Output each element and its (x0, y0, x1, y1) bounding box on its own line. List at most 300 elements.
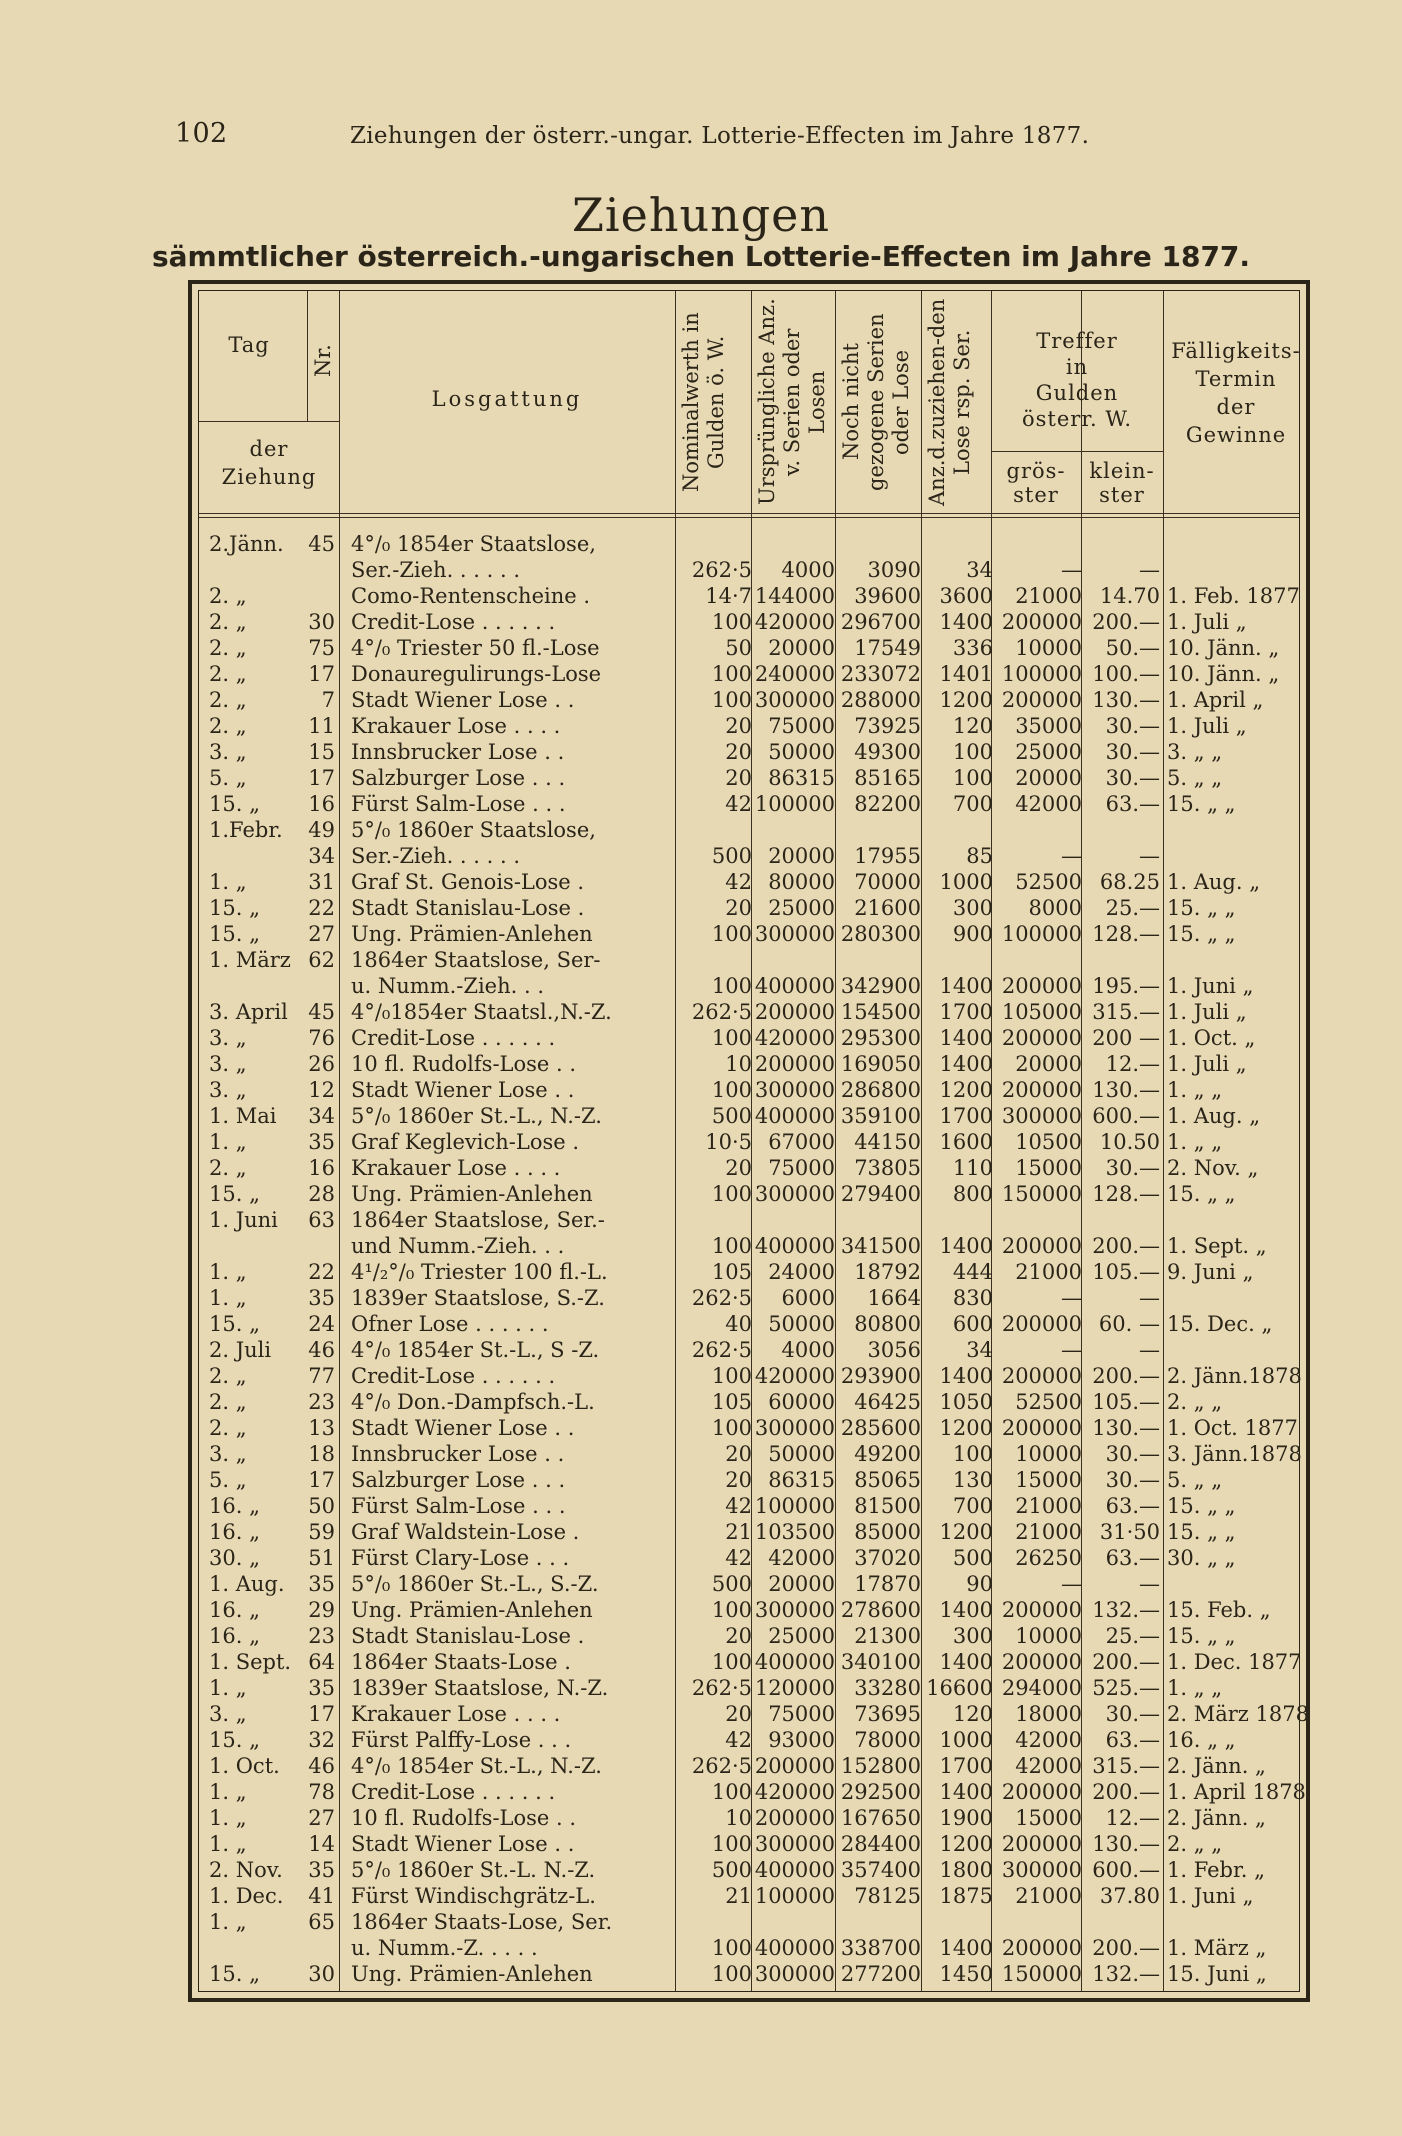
cell-nom: 262·5 (691, 1286, 752, 1310)
cell-kl: 63.— (1105, 1546, 1160, 1570)
cell-anz: 1400 (939, 610, 993, 634)
cell-nom: 42 (725, 870, 752, 894)
table-row (199, 687, 1299, 713)
table-row (199, 1415, 1299, 1441)
cell-nom: 40 (725, 1312, 752, 1336)
cell-noch: 288000 (840, 688, 921, 712)
cell-tag: 2. „ (209, 688, 247, 712)
cell-urs: 300000 (754, 1598, 835, 1622)
cell-tag: 2. „ (209, 584, 247, 608)
cell-fa: 1. Sept. „ (1167, 1234, 1267, 1258)
cell-kl: 10.50 (1099, 1130, 1160, 1154)
cell-gr: 100000 (1001, 922, 1082, 946)
table-row (199, 1883, 1299, 1909)
cell-urs: 400000 (754, 1234, 835, 1258)
table-row (199, 1779, 1306, 1805)
cell-los: Graf Waldstein-Lose . (351, 1520, 580, 1544)
cell-nr: 30 (308, 610, 335, 634)
cell-anz: 1400 (939, 1598, 993, 1622)
cell-kl: 50.— (1105, 636, 1160, 660)
table-row (199, 1311, 1299, 1337)
header-groesster-1: grös- (1006, 459, 1066, 483)
cell-noch: 3056 (867, 1338, 921, 1362)
cell-noch: 293900 (840, 1364, 921, 1388)
cell-fa: 15. „ „ (1167, 792, 1236, 816)
cell-anz: 1400 (939, 1052, 993, 1076)
cell-los: Stadt Stanislau-Lose . (351, 896, 585, 920)
cell-noch: 49300 (854, 740, 921, 764)
cell-urs: 200000 (754, 1000, 835, 1024)
table-row (199, 531, 1299, 557)
table-row (199, 1129, 1299, 1155)
cell-nom: 20 (725, 1702, 752, 1726)
cell-gr: 15000 (1015, 1468, 1082, 1492)
cell-noch: 85000 (854, 1520, 921, 1544)
cell-tag: 3. „ (209, 1442, 247, 1466)
table-row (199, 1077, 1299, 1103)
table-row (199, 1597, 1299, 1623)
table-row (199, 1181, 1299, 1207)
cell-kl: 30.— (1105, 766, 1160, 790)
cell-tag: 2. Nov. (209, 1858, 283, 1882)
cell-noch: 286800 (840, 1078, 921, 1102)
table-row (199, 1025, 1299, 1051)
cell-kl: — (1139, 558, 1160, 582)
cell-tag: 16. „ (209, 1598, 260, 1622)
page-title: Ziehungen (571, 188, 831, 242)
cell-gr: 21000 (1015, 1494, 1082, 1518)
cell-los: 1864er Staats-Lose . (351, 1650, 571, 1674)
cell-noch: 340100 (840, 1650, 921, 1674)
cell-kl: 600.— (1092, 1858, 1160, 1882)
cell-los: Salzburger Lose . . . (351, 766, 566, 790)
cell-gr: 10500 (1015, 1130, 1082, 1154)
cell-kl: 525.— (1092, 1676, 1160, 1700)
table-row (199, 921, 1299, 947)
cell-urs: 120000 (754, 1676, 835, 1700)
cell-los: Stadt Wiener Lose . . (351, 688, 575, 712)
cell-anz: 110 (952, 1156, 993, 1180)
cell-anz: 120 (952, 1702, 993, 1726)
cell-los: 5°/₀ 1860er St.-L. N.-Z. (351, 1858, 596, 1882)
cell-nom: 100 (711, 974, 752, 998)
cell-noch: 73695 (854, 1702, 921, 1726)
cell-fa: 2. März 1878 (1167, 1702, 1309, 1726)
cell-kl: 132.— (1092, 1962, 1160, 1986)
cell-gr: — (1061, 1338, 1082, 1362)
cell-nr: 17 (308, 662, 335, 686)
cell-noch: 82200 (854, 792, 921, 816)
cell-tag: 15. „ (209, 896, 260, 920)
cell-los: 5°/₀ 1860er Staatslose, (351, 818, 596, 842)
cell-gr: 200000 (1001, 1026, 1082, 1050)
cell-los: Donauregulirungs-Lose (351, 662, 602, 686)
cell-urs: 4000 (781, 558, 835, 582)
cell-anz: 1400 (939, 1234, 993, 1258)
cell-gr: 200000 (1001, 1650, 1082, 1674)
cell-nom: 100 (711, 1832, 752, 1856)
cell-anz: 1875 (939, 1884, 993, 1908)
cell-nom: 500 (711, 1104, 752, 1128)
cell-nom: 105 (711, 1260, 752, 1284)
cell-nom: 21 (725, 1520, 752, 1544)
cell-noch: 295300 (840, 1026, 921, 1050)
table-row (199, 869, 1299, 895)
cell-nom: 100 (711, 922, 752, 946)
header-treffer-4: österr. W. (1022, 407, 1132, 431)
cell-los: 4°/₀1854er Staatsl.,N.-Z. (351, 1000, 612, 1024)
cell-los: Stadt Wiener Lose . . (351, 1832, 575, 1856)
table-row (199, 817, 1299, 843)
cell-anz: 1400 (939, 1650, 993, 1674)
cell-los: Credit-Lose . . . . . . (351, 1364, 556, 1388)
cell-nom: 100 (711, 1780, 752, 1804)
cell-nom: 100 (711, 1364, 752, 1388)
cell-fa: 1. Juni „ (1167, 974, 1254, 998)
cell-tag: 1. „ (209, 1806, 247, 1830)
cell-gr: 42000 (1015, 1754, 1082, 1778)
cell-los: Innsbrucker Lose . . (351, 740, 565, 764)
cell-nom: 262·5 (691, 1000, 752, 1024)
cell-kl: — (1139, 1572, 1160, 1596)
cell-nr: 78 (308, 1780, 335, 1804)
table-row (199, 1051, 1299, 1077)
cell-gr: 200000 (1001, 1234, 1082, 1258)
cell-kl: 105.— (1092, 1390, 1160, 1414)
header-der-1: der (249, 437, 289, 461)
header-noch: Noch nicht gezogene Serien oder Lose (839, 313, 913, 491)
cell-kl: 128.— (1092, 1182, 1160, 1206)
cell-nr: 7 (321, 688, 335, 712)
cell-gr: 26250 (1015, 1546, 1082, 1570)
header-nr: Nr. (311, 344, 335, 378)
table-row (199, 1701, 1309, 1727)
cell-tag: 1.Febr. (209, 818, 283, 842)
table-row (199, 1467, 1299, 1493)
cell-noch: 21600 (854, 896, 921, 920)
cell-anz: 336 (952, 636, 993, 660)
cell-kl: 30.— (1105, 1442, 1160, 1466)
cell-tag: 2. „ (209, 1390, 247, 1414)
cell-nom: 42 (725, 792, 752, 816)
cell-nr: 62 (308, 948, 335, 972)
cell-urs: 20000 (768, 1572, 835, 1596)
cell-tag: 3. „ (209, 1052, 247, 1076)
cell-nr: 34 (308, 844, 335, 868)
cell-nr: 12 (308, 1078, 335, 1102)
cell-fa: 9. Juni „ (1167, 1260, 1254, 1284)
cell-nom: 10 (725, 1806, 752, 1830)
cell-fa: 10. Jänn. „ (1167, 662, 1280, 686)
cell-anz: 444 (952, 1260, 993, 1284)
cell-gr: 10000 (1015, 1442, 1082, 1466)
cell-gr: 200000 (1001, 974, 1082, 998)
cell-urs: 300000 (754, 922, 835, 946)
cell-noch: 78000 (854, 1728, 921, 1752)
cell-gr: 52500 (1015, 1390, 1082, 1414)
cell-fa: 1. März „ (1167, 1936, 1267, 1960)
cell-fa: 15. Juni „ (1167, 1962, 1267, 1986)
cell-nom: 14·7 (705, 584, 752, 608)
cell-fa: 2. Jänn. „ (1167, 1806, 1266, 1830)
cell-gr: 18000 (1015, 1702, 1082, 1726)
cell-nom: 42 (725, 1728, 752, 1752)
cell-nr: 15 (308, 740, 335, 764)
cell-anz: 1700 (939, 1754, 993, 1778)
cell-nom: 42 (725, 1494, 752, 1518)
cell-gr: 15000 (1015, 1806, 1082, 1830)
table-row (199, 1935, 1299, 1961)
cell-nr: 17 (308, 766, 335, 790)
cell-nom: 100 (711, 1026, 752, 1050)
table-row (199, 1727, 1299, 1753)
cell-nr: 29 (308, 1598, 335, 1622)
cell-kl: 130.— (1092, 1832, 1160, 1856)
cell-gr: — (1061, 1286, 1082, 1310)
cell-gr: 21000 (1015, 1260, 1082, 1284)
cell-kl: 63.— (1105, 1494, 1160, 1518)
cell-noch: 279400 (840, 1182, 921, 1206)
cell-nom: 100 (711, 1936, 752, 1960)
cell-urs: 420000 (754, 1026, 835, 1050)
cell-nr: 45 (308, 1000, 335, 1024)
cell-nr: 63 (308, 1208, 335, 1232)
cell-nom: 100 (711, 1234, 752, 1258)
cell-nr: 22 (308, 1260, 335, 1284)
header-der-2: Ziehung (221, 465, 317, 489)
table-row (199, 1753, 1299, 1779)
header-nominal: Nominalwerth in Gulden ö. W. (679, 312, 728, 492)
cell-anz: 700 (952, 1494, 993, 1518)
cell-gr: — (1061, 844, 1082, 868)
header-faellig-1: Fälligkeits- (1171, 339, 1301, 363)
cell-tag: 2. „ (209, 1156, 247, 1180)
cell-tag: 2. „ (209, 610, 247, 634)
cell-gr: 150000 (1001, 1962, 1082, 1986)
cell-gr: 200000 (1001, 1936, 1082, 1960)
cell-urs: 60000 (768, 1390, 835, 1414)
cell-anz: 1800 (939, 1858, 993, 1882)
cell-anz: 1900 (939, 1806, 993, 1830)
cell-nr: 35 (308, 1130, 335, 1154)
cell-fa: 2. Jänn. „ (1167, 1754, 1266, 1778)
cell-tag: 1. März (209, 948, 291, 972)
cell-anz: 1200 (939, 688, 993, 712)
cell-noch: 78125 (854, 1884, 921, 1908)
cell-anz: 300 (952, 896, 993, 920)
cell-fa: 15. Feb. „ (1167, 1598, 1271, 1622)
cell-los: Ung. Prämien-Anlehen (351, 1962, 593, 1986)
cell-nr: 16 (308, 792, 335, 816)
cell-kl: 315.— (1092, 1754, 1160, 1778)
cell-nom: 100 (711, 1962, 752, 1986)
cell-tag: 15. „ (209, 1312, 260, 1336)
cell-noch: 1664 (867, 1286, 921, 1310)
cell-urs: 86315 (768, 766, 835, 790)
cell-nr: 17 (308, 1468, 335, 1492)
cell-gr: 200000 (1001, 1078, 1082, 1102)
cell-tag: 2. „ (209, 636, 247, 660)
cell-nr: 28 (308, 1182, 335, 1206)
cell-nom: 20 (725, 766, 752, 790)
cell-fa: 2. Jänn.1878 (1167, 1364, 1302, 1388)
cell-gr: 42000 (1015, 1728, 1082, 1752)
cell-gr: 100000 (1001, 662, 1082, 686)
cell-urs: 100000 (754, 1494, 835, 1518)
cell-kl: 12.— (1105, 1806, 1160, 1830)
cell-urs: 400000 (754, 974, 835, 998)
cell-nom: 10 (725, 1052, 752, 1076)
table-row (199, 1623, 1299, 1649)
cell-nr: 64 (308, 1650, 335, 1674)
cell-noch: 33280 (854, 1676, 921, 1700)
cell-nom: 20 (725, 1468, 752, 1492)
cell-los: Ung. Prämien-Anlehen (351, 1182, 593, 1206)
cell-kl: 63.— (1105, 792, 1160, 816)
cell-gr: 21000 (1015, 584, 1082, 608)
cell-urs: 400000 (754, 1104, 835, 1128)
cell-los: Fürst Salm-Lose . . . (351, 792, 566, 816)
table-row (199, 1207, 1299, 1233)
cell-kl: 105.— (1092, 1260, 1160, 1284)
cell-tag: 1. „ (209, 870, 247, 894)
table-row (199, 1441, 1302, 1467)
cell-kl: 63.— (1105, 1728, 1160, 1752)
cell-fa: 15. „ „ (1167, 896, 1236, 920)
cell-nom: 500 (711, 844, 752, 868)
cell-anz: 830 (952, 1286, 993, 1310)
cell-los: Fürst Palffy-Lose . . . (351, 1728, 572, 1752)
cell-nom: 100 (711, 1416, 752, 1440)
cell-anz: 120 (952, 714, 993, 738)
table-inner (198, 290, 1309, 1992)
cell-fa: 10. Jänn. „ (1167, 636, 1280, 660)
cell-tag: 30. „ (209, 1546, 260, 1570)
cell-nr: 32 (308, 1728, 335, 1752)
cell-fa: 1. Dec. 1877 (1167, 1650, 1302, 1674)
cell-kl: 200.— (1092, 1936, 1160, 1960)
table-row (199, 583, 1299, 609)
cell-tag: 2. „ (209, 662, 247, 686)
cell-nom: 20 (725, 1624, 752, 1648)
cell-noch: 233072 (840, 662, 921, 686)
table-row (199, 1571, 1299, 1597)
cell-nom: 262·5 (691, 1754, 752, 1778)
cell-noch: 284400 (840, 1832, 921, 1856)
cell-kl: 30.— (1105, 740, 1160, 764)
cell-anz: 800 (952, 1182, 993, 1206)
cell-gr: 35000 (1015, 714, 1082, 738)
cell-nr: 16 (308, 1156, 335, 1180)
cell-fa: 2. Nov. „ (1167, 1156, 1259, 1180)
cell-anz: 1450 (939, 1962, 993, 1986)
cell-tag: 1. „ (209, 1676, 247, 1700)
cell-urs: 200000 (754, 1754, 835, 1778)
cell-los: Graf St. Genois-Lose . (351, 870, 585, 894)
cell-fa: 2. „ „ (1167, 1832, 1223, 1856)
cell-tag: 1. Oct. (209, 1754, 280, 1778)
page-number: 102 (175, 118, 228, 149)
cell-noch: 277200 (840, 1962, 921, 1986)
cell-los: 1864er Staatslose, Ser- (351, 948, 601, 972)
cell-nom: 500 (711, 1858, 752, 1882)
cell-los: Krakauer Lose . . . . (351, 1702, 561, 1726)
cell-tag: 3. „ (209, 1702, 247, 1726)
cell-noch: 169050 (840, 1052, 921, 1076)
cell-anz: 300 (952, 1624, 993, 1648)
cell-noch: 357400 (840, 1858, 921, 1882)
cell-urs: 420000 (754, 1780, 835, 1804)
cell-nom: 10·5 (705, 1130, 752, 1154)
cell-anz: 100 (952, 740, 993, 764)
cell-nr: 13 (308, 1416, 335, 1440)
cell-los: 4°/₀ 1854er St.-L., N.-Z. (351, 1754, 602, 1778)
cell-nom: 50 (725, 636, 752, 660)
cell-kl: 12.— (1105, 1052, 1160, 1076)
cell-nom: 500 (711, 1572, 752, 1596)
header-losgattung: Losgattung (431, 387, 583, 411)
cell-anz: 900 (952, 922, 993, 946)
table-row (199, 1961, 1299, 1987)
table-row (199, 1285, 1299, 1311)
cell-anz: 1400 (939, 974, 993, 998)
cell-anz: 1600 (939, 1130, 993, 1154)
cell-nr: 35 (308, 1676, 335, 1700)
cell-urs: 42000 (768, 1546, 835, 1570)
cell-tag: 3. „ (209, 1026, 247, 1050)
cell-noch: 278600 (840, 1598, 921, 1622)
cell-anz: 1400 (939, 1936, 993, 1960)
cell-fa: 1. Feb. 1877 (1167, 584, 1300, 608)
cell-los: Fürst Clary-Lose . . . (351, 1546, 570, 1570)
table-row (199, 999, 1299, 1025)
cell-kl: 30.— (1105, 1702, 1160, 1726)
cell-kl: 14.70 (1099, 584, 1160, 608)
table-row (199, 1545, 1299, 1571)
cell-nom: 100 (711, 1650, 752, 1674)
cell-kl: 30.— (1105, 1468, 1160, 1492)
cell-noch: 85165 (854, 766, 921, 790)
cell-fa: 30. „ „ (1167, 1546, 1236, 1570)
cell-tag: 2. „ (209, 1364, 247, 1388)
cell-kl: — (1139, 1286, 1160, 1310)
cell-tag: 2. „ (209, 1416, 247, 1440)
cell-tag: 5. „ (209, 766, 247, 790)
cell-nr: 46 (308, 1338, 335, 1362)
cell-nr: 49 (308, 818, 335, 842)
cell-urs: 20000 (768, 636, 835, 660)
cell-fa: 1. Aug. „ (1167, 870, 1261, 894)
cell-kl: 31·50 (1099, 1520, 1160, 1544)
cell-urs: 400000 (754, 1650, 835, 1674)
cell-tag: 15. „ (209, 1962, 260, 1986)
table-row (199, 791, 1299, 817)
cell-nr: 23 (308, 1390, 335, 1414)
table-row (199, 1363, 1302, 1389)
table-row (199, 1155, 1299, 1181)
cell-urs: 25000 (768, 1624, 835, 1648)
cell-tag: 1. „ (209, 1260, 247, 1284)
cell-gr: 20000 (1015, 766, 1082, 790)
cell-tag: 3. „ (209, 740, 247, 764)
cell-gr: 42000 (1015, 792, 1082, 816)
cell-kl: 30.— (1105, 714, 1160, 738)
cell-noch: 73805 (854, 1156, 921, 1180)
cell-urs: 400000 (754, 1858, 835, 1882)
cell-fa: 1. Juni „ (1167, 1884, 1254, 1908)
cell-nom: 20 (725, 714, 752, 738)
cell-nom: 100 (711, 1182, 752, 1206)
